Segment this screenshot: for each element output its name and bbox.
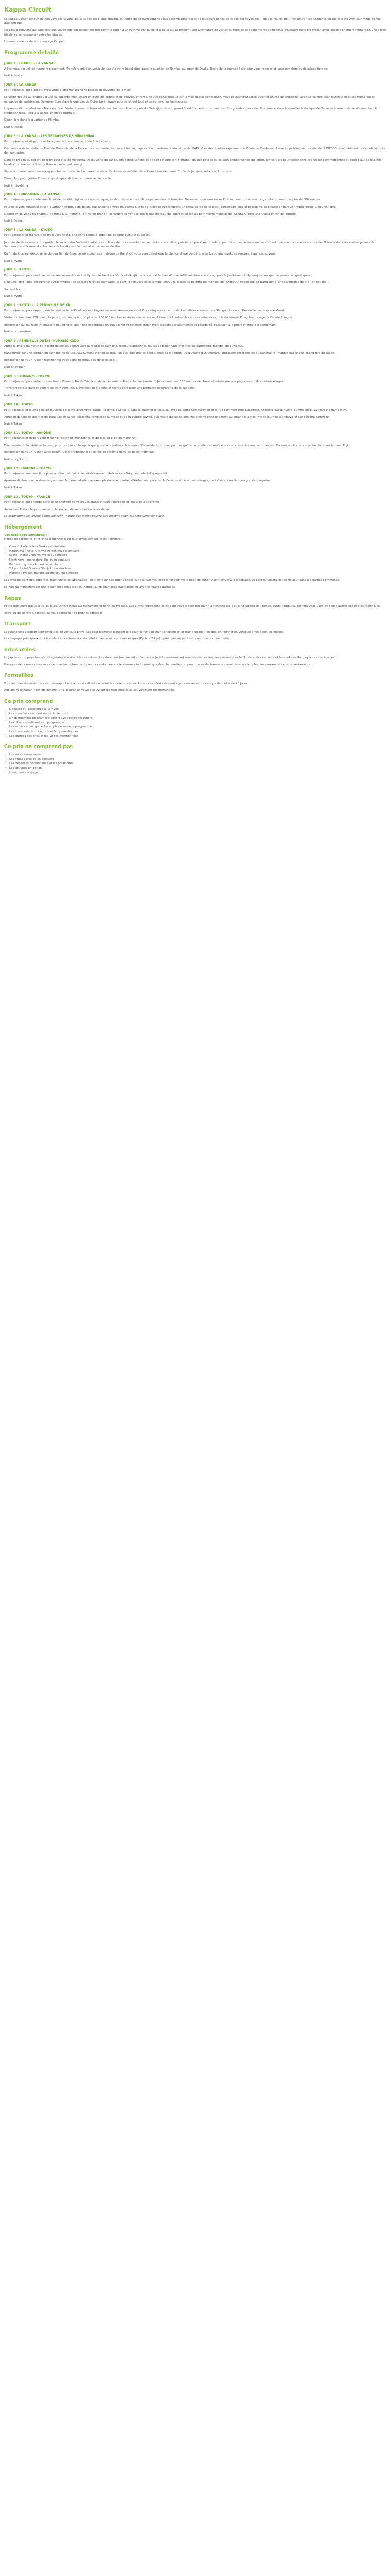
page-title: Kappa Circuit [4, 6, 52, 13]
day-paragraph: Petit-déjeuner, puis départ avec votre guide francophone pour la découverte de la ville. [4, 89, 131, 92]
day-paragraph: Installation au shukubo (monastère bouddhiste) pour une expérience unique : dîner végétarien shojin ryori préparé par les moines et possibilité d'assister à la prière matinale le lendemain. [4, 323, 277, 327]
list-item: • Kumano : ryokan Adumi ou similaire [9, 563, 387, 567]
day-paragraph: Dès votre arrivée, visite du Parc du Mémorial de la Paix et de son musée, émouvant témoignage du bombardement atomique de 1945. Vous découvrirez également le Dôme de Genbaku, classé au patrimoine mondial de l'UNESCO, seul bâtiment resté debout près de l'épicentre. [4, 147, 385, 155]
day-paragraph: Transfert vers la gare et départ en train vers Tokyo. Installation à l'hôtel et soirée libre pour une première découverte de la capitale. [4, 387, 195, 391]
day-paragraph: Nuit à Kyoto [4, 259, 22, 263]
day-block [4, 431, 387, 462]
day-paragraph: Petit-déjeuner et journée de découverte de Tokyo avec votre guide : le temple Senso-ji dans le quartier d'Asakusa, avec sa porte Kaminarimon et la rue commerçante Nakamise. Croisière sur la rivière Sumida jusqu'aux jardins Hama-rikyu. [4, 408, 349, 412]
day-paragraph: Journée de visite avec votre guide : le sanctuaire Fushimi Inari et ses milliers de torii vermillon serpentant sur la colline, puis le temple Kiyomizu-dera, perché sur sa terrasse en bois offrant une vue imprenable sur la ville. Flânerie dans les ruelles pavées de Sannenzaka et Ninenzaka, bordées de boutiques d'artisanat et de salons de thé. [4, 241, 375, 249]
day-paragraph: Petit-déjeuner, puis temps libre selon l'horaire de votre vol. Transfert vers l'aéroport et envol pour la France. [4, 500, 161, 504]
day-block [4, 268, 387, 299]
day-paragraph: Nuit à Osaka [4, 74, 23, 78]
list-item: • L'hébergement en chambre double avec petits-déjeuners [9, 716, 387, 721]
formalities-heading: Formalités [4, 672, 34, 679]
price-excludes-list [4, 753, 387, 775]
day-paragraph: Après-midi libre pour le shopping ou une dernière balade, par exemple dans le quartier d'Akihabara, paradis de l'électronique et des mangas, ou à Ginza, quartier des grands magasins. [4, 479, 271, 483]
day-paragraph: Nuit en ryokan [4, 457, 26, 461]
day-title: JOUR 4 : HIROSHIMA - LA KANSAI [4, 193, 61, 197]
transport-heading: Transport [4, 621, 31, 627]
accommodation-list [4, 545, 387, 576]
price-includes-list [4, 707, 387, 739]
list-item: • Les transports en train, bus et ferry mentionnés [9, 730, 387, 734]
day-paragraph: À l'arrivée, accueil par votre représentant. Transfert privé en véhicule jusqu'à votre hôtel situé dans le quartier de Namba, au cœur de Osaka. Reste de la journée libre pour vous reposer et vous remettre du décalage horaire. [4, 67, 329, 71]
intro-section [4, 17, 387, 44]
day-paragraph: Nuit à Tokyo [4, 486, 22, 490]
day-paragraph: Selon la marée, vous pourrez approcher le torii à pied à marée basse ou l'admirer se refléter dans l'eau à marée haute. En fin de journée, retour à Hiroshima. [4, 170, 232, 174]
formalities-paragraph: Pour les ressortissants français : passeport en cours de validité couvrant la durée du séjour. Aucun visa n'est nécessaire pour un séjour touristique de moins de 90 jours. [4, 682, 249, 685]
formalities-section [4, 682, 387, 693]
intro-paragraph: Ce circuit convient aux familles, aux voyageurs qui souhaitent découvrir le Japon à un rythme tranquille et à ceux qui apprécient une alternance de visites culturelles et de moments de détente. Plusieurs nuits en ryokan avec onsen ponctuent l'itinéraire, une façon idéale de se ressourcer entre les étapes. [4, 28, 386, 37]
day-paragraph: En fin de journée, découverte du quartier de Gion, célèbre pour ses maisons de thé et où vous aurez peut-être la chance d'apercevoir une geiko ou une maiko se rendant à un rendez-vous. [4, 252, 276, 256]
price-includes-heading: Ce prix comprend [4, 698, 53, 704]
day-paragraph: Nuit à Tokyo [4, 394, 22, 398]
day-title: JOUR 1 : FRANCE - LA KANSAI [4, 62, 55, 65]
accommodation-heading: Hébergement [4, 524, 42, 530]
list-item: • Osaka : Hotel Nikko Osaka ou similaire [9, 545, 387, 549]
day-block [4, 495, 387, 512]
day-paragraph: Petit-déjeuner, puis route vers la vallée de Kibi, région rurale aux paysages de rizières et de collines parsemées de temples. Découverte du sanctuaire Kibitsu, connu pour son long couloir couvert de plus de 300 mètres. [4, 198, 321, 202]
accommodation-paragraph: La nuit au monastère est une expérience simple et authentique, en chambres traditionnelles avec sanitaires partagés. [4, 586, 176, 589]
day-paragraph: Petit-déjeuner, puis visite du sanctuaire Kumano Nachi Taisha et de la cascade de Nachi, la plus haute du Japon avec ses 133 mètres de chute, dominée par une pagode vermillon à trois étages. [4, 380, 284, 383]
day-paragraph: Soirée libre. [4, 287, 22, 291]
day-paragraph: Déjeuner libre, puis découverte d'Arashiyama : sa célèbre forêt de bambous, le pont Togetsukyo et le temple Tenryu-ji, classé au patrimoine mondial de l'UNESCO. Possibilité de participer à une cérémonie du thé (en option). [4, 281, 328, 284]
price-excludes-heading: Ce prix ne comprend pas [4, 744, 73, 750]
day-paragraph: Dîner libre dans le quartier de Namba. [4, 118, 60, 122]
program-footnote: Le programme est donné à titre indicatif ; l'ordre des visites pourra être modifié selon les conditions sur place. [4, 515, 165, 518]
day-paragraph: La visite débute au château d'Osaka, superbe monument entouré de jardins et de douves, offrant une vue panoramique sur la ville depuis son donjon. Vous poursuivrez par le quartier animé de Shinsekai, avec sa célèbre tour Tsutenkaku et ses nombreuses échoppes de kushikatsu. Déjeuner libre dans le quartier de Dotonbori, réputé pour sa street food et ses enseignes lumineuses. [4, 95, 375, 104]
day-block [4, 134, 387, 188]
transport-paragraph: Les transferts aéroport sont effectués en véhicule privé. Les déplacements pendant le circuit se font en train (Shinkansen et trains locaux), en bus, en ferry et en véhicule privé selon les étapes. [4, 630, 284, 634]
day-paragraph: Dans l'après-midi, départ en ferry pour l'île de Miyajima. Découverte du sanctuaire d'Itsukushima et de son célèbre torii flottant, l'un des paysages les plus photographiés du Japon. Temps libre pour flâner dans les ruelles commerçantes et goûter aux spécialités locales comme les huîtres grillées ou les momiji manju. [4, 158, 382, 166]
meals-heading: Repas [4, 595, 21, 601]
info-heading: Infos utiles [4, 647, 35, 653]
day-block [4, 339, 387, 370]
day-paragraph: Découverte du lac Ashi en bateau, puis montée en téléphérique jusqu'à la vallée volcanique d'Owakudani, où vous pourrez goûter aux célèbres œufs noirs cuits dans les sources chaudes. Par temps clair, vue spectaculaire sur le mont Fuji. [4, 444, 349, 447]
list-item: • Tokyo : Hotel Gracery Shinjuku ou similaire [9, 567, 387, 571]
day-title: JOUR 12 : HAKONE - TOKYO [4, 467, 51, 470]
meals-paragraph: Votre guide se fera un plaisir de vous conseiller de bonnes adresses. [4, 612, 104, 615]
day-title: JOUR 6 : KYOTO [4, 268, 31, 272]
day-title: JOUR 5 : LA KANSAI - KYOTO [4, 228, 53, 232]
list-item: • Kyoto : Hotel Gran Ms Kyoto ou similaire [9, 553, 387, 558]
day-paragraph: Après la prière du matin et le petit-déjeuner, départ vers la région de Kumano, réseau d'anciennes routes de pèlerinage inscrites au patrimoine mondial de l'UNESCO. [4, 345, 245, 348]
day-paragraph: Petit-déjeuner et transfert en train vers Kyoto, ancienne capitale impériale et cœur culturel du Japon. [4, 234, 151, 238]
accommodation-intro: Hôtels de catégorie 3* et 4* sélectionnés pour leur emplacement et leur confort : [4, 538, 122, 541]
day-title: JOUR 10 : TOKYO [4, 403, 33, 406]
day-title: JOUR 11 : TOKYO - HAKONE [4, 431, 51, 435]
day-paragraph: Petit-déjeuner, matinée libre pour profiter des bains de l'établissement. Retour vers Tokyo en début d'après-midi. [4, 472, 168, 476]
day-block [4, 467, 387, 490]
program-days [4, 62, 387, 512]
page-content [4, 0, 387, 788]
day-paragraph: Petit-déjeuner et départ pour la région de Hiroshima en train Shinkansen. [4, 140, 111, 143]
day-paragraph: Nuit à Osaka [4, 219, 23, 223]
day-title: JOUR 9 : KUMANO - TOKYO [4, 375, 50, 378]
day-title: JOUR 2 : LA KANSAI [4, 83, 38, 87]
formalities-paragraph: Aucune vaccination n'est obligatoire. Une assurance voyage couvrant les frais médicaux est vivement recommandée. [4, 689, 175, 692]
list-item: • Les activités en option [9, 766, 387, 771]
list-item: • Hiroshima : Hotel Granvia Hiroshima ou similaire [9, 549, 387, 554]
list-item: • L'assurance voyage [9, 771, 387, 775]
day-title: JOUR 3 : LA KANSAI - LES TERRASSES DE HIROSHIMA [4, 134, 94, 138]
list-item: • Hakone : ryokan Hakone Suimeisou ou similaire [9, 571, 387, 576]
day-paragraph: L'après-midi, visite du château de Himeji, surnommé le « Héron blanc », considéré comme le plus beau château du Japon et classé au patrimoine mondial de l'UNESCO. Retour à Osaka en fin de journée. [4, 212, 297, 216]
info-paragraph: Le Japon est un pays très sûr et agréable à visiter à toute saison. Le printemps (mars-mai) et l'automne (octobre-novembre) sont les saisons les plus prisées pour la floraison des cerisiers et les couleurs flamboyantes des érables. [4, 656, 336, 659]
meals-section [4, 604, 387, 616]
day-block [4, 62, 387, 78]
day-title: JOUR 8 : PÉNINSULE DE KII - KUMANO KODO [4, 339, 79, 343]
day-paragraph: Visite du cimetière d'Okunoin, le plus grand du Japon, où plus de 200 000 tombes et stèles moussues se dressent à l'ombre de cèdres centenaires, puis du temple Kongobu-ji, siège de l'école Shingon. [4, 316, 294, 319]
transport-section [4, 630, 387, 641]
day-paragraph: Nuit à Osaka [4, 126, 23, 129]
day-paragraph: Nuit en ryokan [4, 366, 26, 369]
day-block [4, 303, 387, 334]
list-item: • Les vols internationaux [9, 753, 387, 757]
day-paragraph: Installation dans un ryokan traditionnel avec bains thermaux et dîner kaiseki. [4, 359, 117, 362]
day-block [4, 228, 387, 263]
day-title: JOUR 13 : TOKYO - FRANCE [4, 495, 50, 499]
day-paragraph: Petit-déjeuner et départ pour Hakone, région de montagnes et de lacs au pied du mont Fuji. [4, 437, 137, 440]
info-paragraph: Prévoyez de bonnes chaussures de marche, notamment pour la randonnée sur le Kumano Kodo, ainsi que des chaussettes propres : on se déchausse souvent dans les temples, les ryokans et certains restaurants. [4, 663, 312, 667]
day-block [4, 83, 387, 130]
day-paragraph: Dîner libre pour goûter l'okonomiyaki, spécialité incontournable de la ville. [4, 177, 112, 180]
list-item: • Les repas libres et les boissons [9, 757, 387, 762]
list-item: • Les dîners mentionnés au programme [9, 721, 387, 725]
day-title: JOUR 7 : KYOTO - LA PÉNINSULE DE KII [4, 304, 70, 308]
accommodation-notes [4, 578, 387, 589]
list-item: • Les entrées des sites et les visites mentionnées [9, 734, 387, 739]
day-paragraph: Après-midi dans le quartier de Harajuku et sa rue Takeshita, temple de la mode et de la culture kawaii, puis visite du sanctuaire Meiji, niché dans une forêt au cœur de la ville. Fin de journée à Shibuya et son célèbre carrefour. [4, 415, 330, 419]
day-paragraph: Nuit au monastère [4, 330, 31, 334]
day-paragraph: Arrivée en France le jour même ou le lendemain selon les horaires de vol. [4, 507, 111, 511]
program-heading: Programme détaillé [4, 49, 59, 56]
day-paragraph: Nuit à Kyoto [4, 295, 22, 298]
intro-paragraph: L'essence même de notre voyage Kappa ! [4, 40, 65, 44]
day-paragraph: L'après-midi, transfert vers Nara en train. Visite du parc de Nara et de ses daims en liberté, puis du Todai-ji et de son grand Bouddha de bronze, l'un des plus grands du monde. Promenade dans le quartier historique de Naramachi aux maisons de marchands traditionnelles. Retour à Osaka en fin de journée. [4, 107, 378, 115]
list-item: • Les services d'un guide francophone selon le programme [9, 725, 387, 730]
list-item: • Mont Koya : monastère Eko-in ou similaire [9, 558, 387, 563]
day-paragraph: Nuit à Tokyo [4, 422, 22, 426]
day-paragraph: Petit-déjeuner, puis matinée consacrée au nord-ouest de Kyoto : le Pavillon d'Or (Kinkaku-ji), recouvert de feuilles d'or se reflétant dans son étang, puis le jardin zen du Ryoan-ji et ses quinze pierres énigmatiques. [4, 274, 312, 277]
day-paragraph: Poursuite vers Kurashiki et son quartier historique de Bikan, aux anciens entrepôts blancs à toits de tuiles noires longeant un canal bordé de saules. Promenade libre et possibilité de balade en barque traditionnelle. Déjeuner libre. [4, 205, 337, 209]
day-paragraph: Installation dans un ryokan avec onsen. Dîner traditionnel et soirée de détente dans les bains thermaux. [4, 451, 156, 454]
day-block [4, 375, 387, 398]
day-block [4, 403, 387, 427]
info-section [4, 656, 387, 667]
list-item: • Les dépenses personnelles et les pourboires [9, 761, 387, 766]
day-paragraph: Randonnée sur une portion du Kumano Kodo jusqu'au Kumano Hongu Taisha, l'un des trois grands sanctuaires de la région. Découverte d'Oyunohara, emplacement d'origine du sanctuaire, marqué par le plus grand torii du Japon. [4, 351, 335, 355]
list-item: • L'accueil et l'assistance à l'arrivée [9, 707, 387, 712]
day-paragraph: Nuit à Hiroshima [4, 184, 28, 188]
day-block [4, 193, 387, 224]
day-paragraph: Petit-déjeuner, puis départ pour la péninsule de Kii et ses montagnes sacrées. Arrivée au mont Koya (Koyasan), centre du bouddhisme ésotérique Shingon fondé au IXe siècle par le moine Kukai. [4, 309, 285, 313]
transport-paragraph: Les bagages principaux sont transférés directement d'un hôtel à l'autre sur certaines étapes (Kyoto - Tokyo) : prévoyez un petit sac pour une ou deux nuits. [4, 637, 230, 641]
list-item: • Les transferts aéroport en véhicule privé [9, 711, 387, 716]
meals-paragraph: Petits-déjeuners inclus tous les jours. Dîners inclus au monastère et dans les ryokans. Les autres repas sont libres pour vous laisser découvrir la richesse de la cuisine japonaise : ramen, sushi, tempura, okonomiyaki, udon et bien d'autres spécialités régionales. [4, 604, 381, 608]
accommodation-paragraph: Les ryokans sont des auberges traditionnelles japonaises : on y dort sur des futons posés sur des tatamis, et le dîner comme le petit-déjeuner y sont servis à la japonaise. Le port du yukata est de rigueur dans les parties communes. [4, 579, 340, 582]
accommodation-label: Vos hôtels (ou similaires) : [4, 533, 48, 537]
intro-paragraph: Le Kappa Circuit est l'un de nos voyages favoris. En plus des sites emblématiques, notre guide francophone vous accompagnera lors de plusieurs haltes dans des petits villages, loin des foules, pour rencontrer les habitants locaux et découvrir leur mode de vie authentique. [4, 17, 381, 25]
